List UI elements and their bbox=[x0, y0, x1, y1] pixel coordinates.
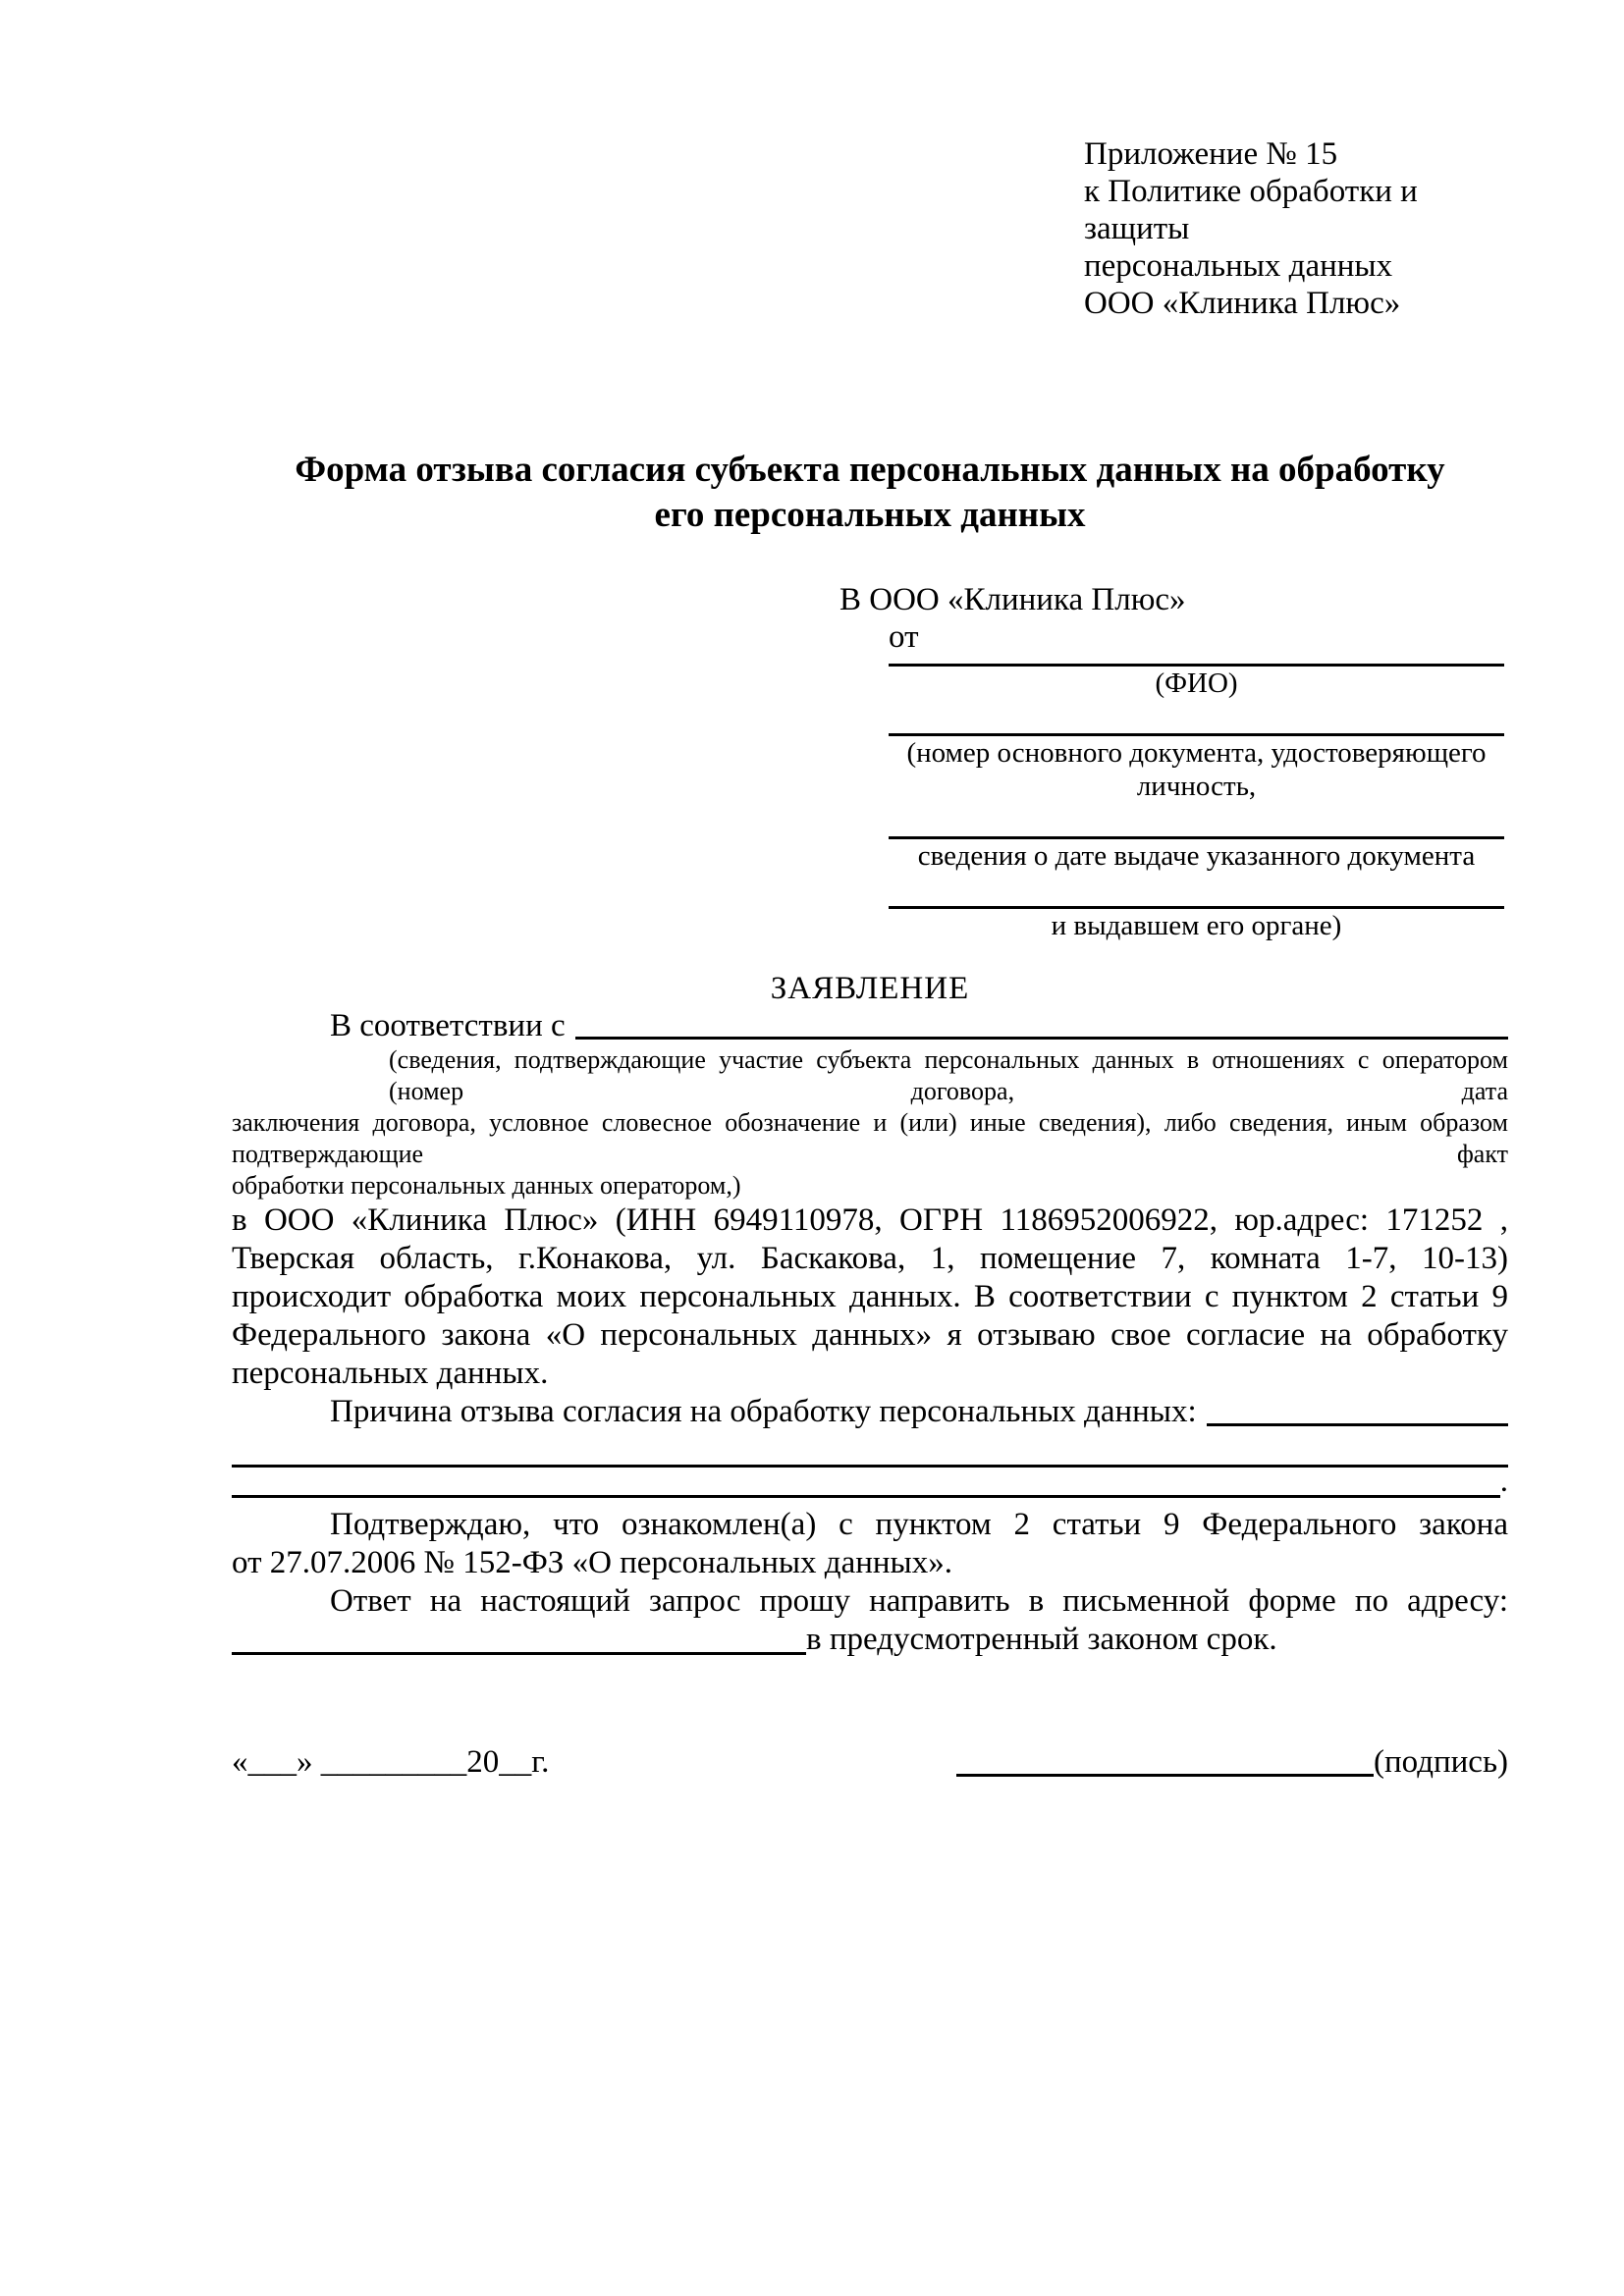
body-line: Тверская область, г.Конакова, ул. Баскакова, 1, помещение 7, комната 1-7, 10-13) bbox=[232, 1241, 1508, 1276]
title-line-2: его персональных данных bbox=[654, 495, 1086, 535]
fio-caption: (ФИО) bbox=[1155, 667, 1238, 699]
body-line: в ООО «Клиника Плюс» (ИНН 6949110978, ОГРН 1186952006922, юр.адрес: 171252 , bbox=[232, 1202, 1508, 1238]
signature-caption: (подпись) bbox=[1374, 1744, 1508, 1780]
appendix-block bbox=[1084, 135, 1508, 322]
signature-blank-line bbox=[956, 1774, 1374, 1777]
addressee-to: В ООО «Клиника Плюс» bbox=[839, 582, 1186, 617]
statement-note bbox=[232, 1044, 1508, 1201]
title-line-1: Форма отзыва согласия субъекта персональных данных на обработку bbox=[295, 450, 1445, 490]
response-line-2-suffix: в предусмотренный законом срок. bbox=[806, 1622, 1277, 1657]
issue-org-caption: и выдавшем его органе) bbox=[1051, 910, 1342, 941]
addressee-from-label: от bbox=[889, 619, 919, 655]
fio-blank-line bbox=[889, 656, 1504, 667]
note-line: обработки персональных данных оператором,) bbox=[232, 1171, 741, 1200]
addressee-block bbox=[839, 581, 1508, 942]
according-label: В соответствии с bbox=[330, 1008, 566, 1043]
note-line: (сведения, подтверждающие участие субъекта персональных данных в отношениях с оператором (номер договора, дата bbox=[389, 1045, 1508, 1105]
issue-date-blank-line bbox=[889, 803, 1504, 839]
statement-body bbox=[232, 1201, 1508, 1393]
body-line: Федерального закона «О персональных данных» я отзываю свое согласие на обработку bbox=[232, 1317, 1508, 1353]
body-line: персональных данных. bbox=[232, 1356, 549, 1391]
footer bbox=[232, 1743, 1508, 1782]
appendix-line: к Политике обработки и защиты bbox=[1084, 174, 1418, 246]
reason-blank-line bbox=[1207, 1393, 1508, 1426]
fio-field bbox=[889, 656, 1504, 700]
issue-org-blank-line bbox=[889, 873, 1504, 909]
period-mark: . bbox=[1499, 1464, 1508, 1499]
issue-date-field bbox=[889, 803, 1504, 873]
confirm-paragraph bbox=[232, 1506, 1508, 1582]
according-blank-line bbox=[575, 1007, 1508, 1040]
note-line: заключения договора, условное словесное обозначение и (или) иные сведения), либо сведения, иным образом подтверждающие факт bbox=[232, 1108, 1508, 1168]
doc-number-blank-line bbox=[889, 700, 1504, 736]
document-title bbox=[232, 448, 1508, 538]
confirm-line: Подтверждаю, что ознакомлен(а) с пунктом 2 статьи 9 Федерального закона bbox=[330, 1507, 1508, 1542]
reason-blank-row-1 bbox=[232, 1431, 1508, 1465]
appendix-line: Приложение № 15 bbox=[1084, 136, 1338, 172]
issue-date-caption: сведения о дате выдаче указанного документа bbox=[917, 840, 1476, 872]
reason-blank-row-2 bbox=[232, 1465, 1508, 1498]
confirm-line: от 27.07.2006 № 152-ФЗ «О персональных данных». bbox=[232, 1545, 952, 1580]
response-line-2 bbox=[232, 1621, 1508, 1659]
reason-line bbox=[232, 1393, 1508, 1431]
response-paragraph bbox=[232, 1582, 1508, 1659]
reason-label: Причина отзыва согласия на обработку персональных данных: bbox=[330, 1394, 1197, 1429]
appendix-line: персональных данных bbox=[1084, 248, 1393, 284]
issue-org-field bbox=[889, 873, 1504, 942]
statement-heading: ЗАЯВЛЕНИЕ bbox=[770, 971, 970, 1006]
address-blank-line bbox=[232, 1621, 806, 1655]
response-line-1: Ответ на настоящий запрос прошу направить в письменной форме по адресу: bbox=[330, 1583, 1508, 1619]
body-line: происходит обработка моих персональных данных. В соответствии с пунктом 2 статьи 9 bbox=[232, 1279, 1508, 1314]
doc-number-field bbox=[889, 700, 1504, 803]
date-line: «___» _________20__г. bbox=[232, 1744, 550, 1780]
signature-area bbox=[956, 1743, 1508, 1782]
appendix-line: ООО «Клиника Плюс» bbox=[1084, 286, 1401, 321]
according-line bbox=[232, 1007, 1508, 1044]
reason-blank-row-2-line bbox=[232, 1462, 1500, 1498]
doc-number-caption: (номер основного документа, удостоверяющего личность, bbox=[906, 737, 1487, 802]
